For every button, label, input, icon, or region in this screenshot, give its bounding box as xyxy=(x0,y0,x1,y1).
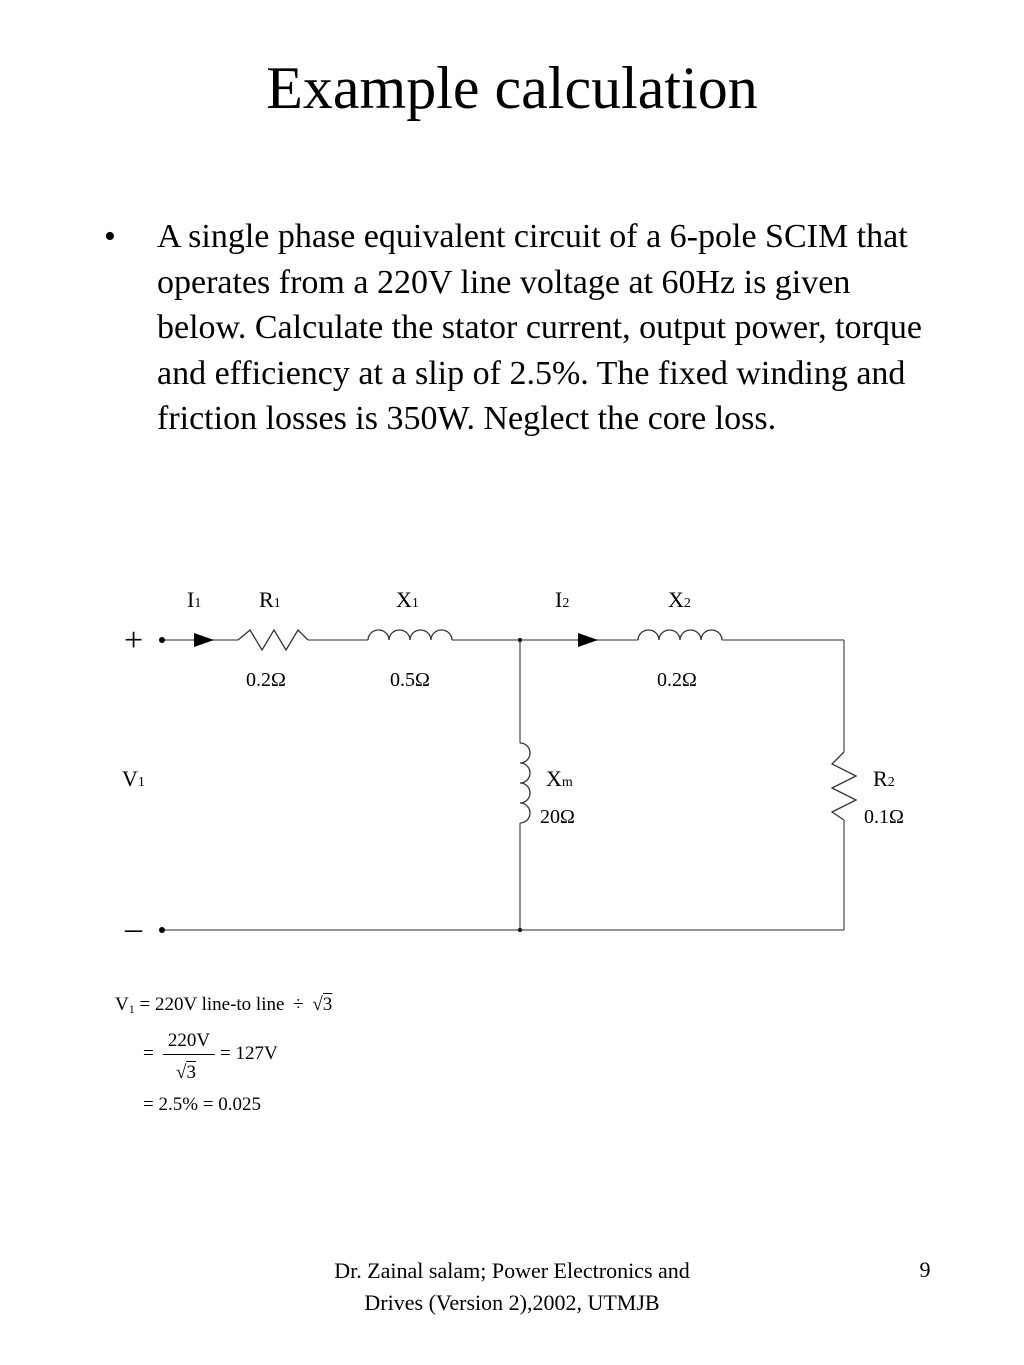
fraction-bar xyxy=(163,1054,215,1055)
equation-line-2-denominator: √3 xyxy=(176,1062,196,1083)
plus-terminal-dot xyxy=(159,637,165,643)
i2-arrow xyxy=(578,633,598,647)
page-number: 9 xyxy=(919,1257,931,1282)
x1-inductor xyxy=(368,630,452,640)
minus-terminal-label: – xyxy=(125,910,142,947)
equation-line-1: $V_1 = 220V$ line-to line ÷ √3 xyxy=(115,994,333,1016)
xm-inductor xyxy=(520,743,530,823)
equation-line-2-numerator: 220V xyxy=(167,1030,211,1051)
r2-value: 0.1Ω xyxy=(864,806,904,828)
slide-title: Example calculation xyxy=(266,55,758,121)
plus-terminal-label: + xyxy=(124,622,144,659)
r2-resistor xyxy=(832,752,856,820)
equation-line-2-result: = 127V xyxy=(220,1043,278,1064)
equation-line-3: = 2.5% = 0.025 xyxy=(143,1094,262,1115)
xm-value: 20Ω xyxy=(540,806,575,828)
x2-inductor xyxy=(638,630,722,640)
r2-label: R2 xyxy=(873,766,895,791)
r1-value: 0.2Ω xyxy=(246,669,286,691)
footer-credit: Dr. Zainal salam; Power Electronics and Drives (Version 2),2002, UTMJB xyxy=(334,1258,690,1315)
r1-label: R1 xyxy=(259,587,281,612)
v1-label: V1 xyxy=(122,766,145,791)
x2-value: 0.2Ω xyxy=(657,669,697,691)
i1-label: I1 xyxy=(187,587,202,612)
top-node-dot xyxy=(518,638,522,642)
bottom-node-dot xyxy=(518,928,522,932)
minus-terminal-dot xyxy=(159,927,165,933)
x2-label: X2 xyxy=(668,587,691,612)
x1-label: X1 xyxy=(396,587,419,612)
problem-text: A single phase equivalent circuit of a 6-pole SCIM that operates from a 220V line voltage at 60Hz is given below. Calculate the stator current, output power, torque and efficiency at a slip of 2.5%. The fixed winding and friction losses is 350W. Neglect the core loss. xyxy=(157,218,922,437)
i1-arrow xyxy=(194,633,214,647)
xm-label: Xm xyxy=(546,766,573,791)
equation-line-2-eq: = xyxy=(143,1043,154,1064)
r1-resistor xyxy=(238,630,308,650)
bullet-marker: • xyxy=(104,218,116,255)
i2-label: I2 xyxy=(555,587,570,612)
x1-value: 0.5Ω xyxy=(390,669,430,691)
